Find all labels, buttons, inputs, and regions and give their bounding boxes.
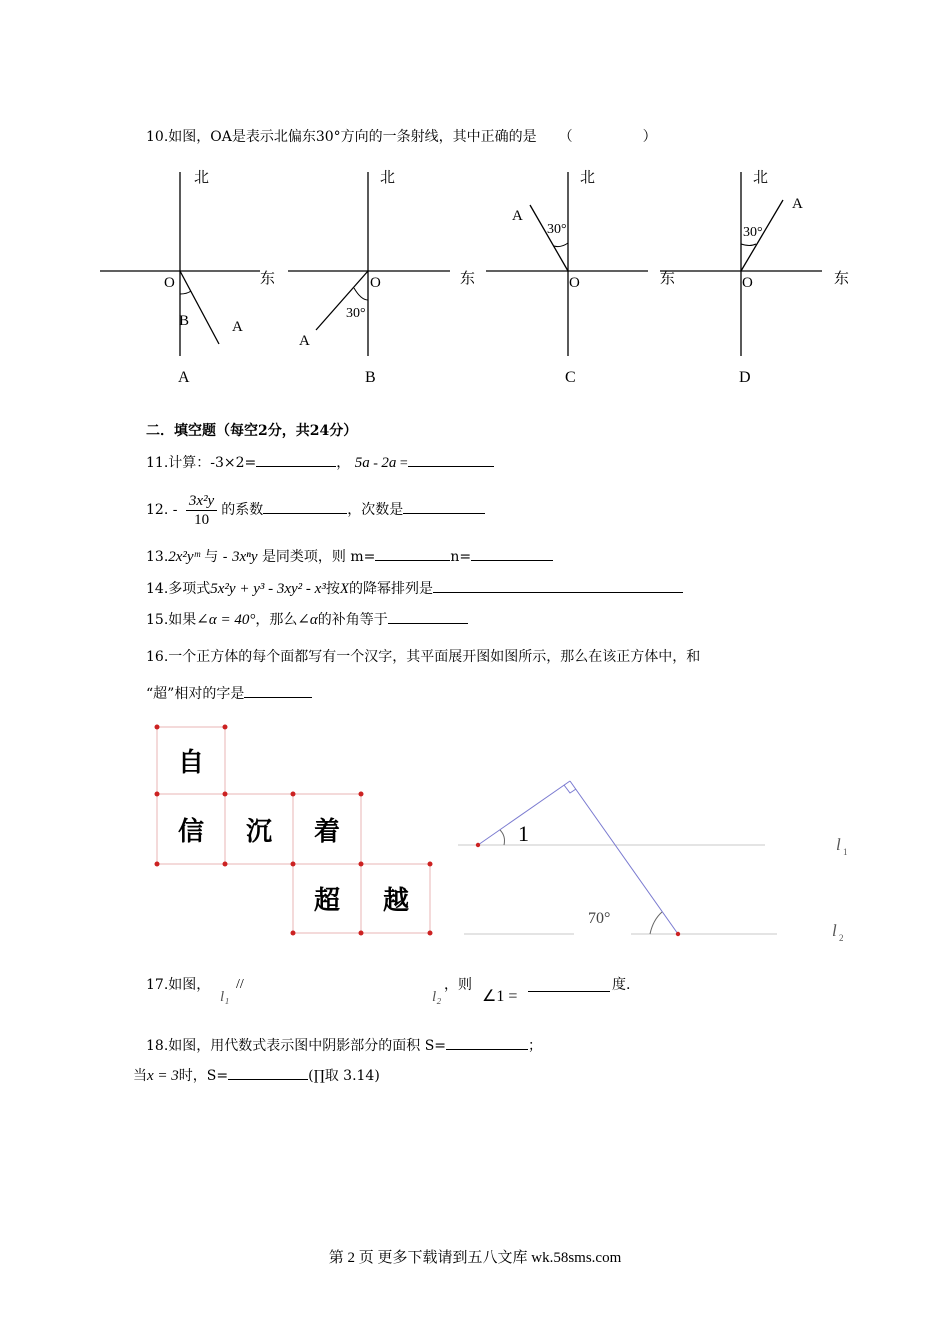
q13-blank-n[interactable] xyxy=(471,546,553,561)
q17-unit: 度. xyxy=(612,977,631,993)
q10-figure-b xyxy=(288,169,475,386)
q17-l1: l₁ xyxy=(220,989,230,1005)
net-char-zi: 自 xyxy=(177,748,205,777)
east-label: 东 xyxy=(460,271,476,287)
q11-blank-2[interactable] xyxy=(408,452,494,467)
section-heading: 二．填空题（每空2分，共24分） xyxy=(146,423,358,439)
l1-sub: 1 xyxy=(843,847,848,857)
q12-fraction: $\frac{\text{3x²y}}{10}$ xyxy=(186,492,217,529)
q17-then: ，则 xyxy=(444,977,472,993)
q15: 15.如果∠α = 40°，那么∠α的补角等于 xyxy=(146,609,468,630)
origin-label: O xyxy=(164,275,175,291)
east-label: 东 xyxy=(660,271,676,287)
page-footer: 第 2 页 更多下载请到五八文库 wk.58sms.com xyxy=(328,1250,622,1266)
north-label: 北 xyxy=(753,170,769,186)
ray-a-label: A xyxy=(792,196,803,212)
net-char-chao: 超 xyxy=(313,886,341,915)
net-char-zhuo: 着 xyxy=(313,817,341,846)
q14: 14.多项式5x²y + y³ - 3xy² - x³按X的降幂排列是 xyxy=(146,578,683,599)
l1-label: l xyxy=(836,835,841,854)
angle-b-label: B xyxy=(179,313,190,329)
angle-label: 30° xyxy=(547,222,567,237)
net-char-xin: 信 xyxy=(177,817,205,846)
q18-line1: 18.如图，用代数式表示图中阴影部分的面积 S= ； xyxy=(146,1035,542,1056)
q13: 13.2x²yᵐ 与 - 3xⁿy 是同类项，则 m= n= xyxy=(146,546,553,567)
option-c-label: C xyxy=(565,369,576,386)
q18-line2: 当x = 3时，S= (∏取 3.14) xyxy=(133,1065,380,1086)
cube-net xyxy=(150,720,450,940)
q10-figure-c xyxy=(486,169,675,386)
north-label: 北 xyxy=(194,170,210,186)
origin-label: O xyxy=(370,275,381,291)
q17-blank[interactable] xyxy=(528,977,610,992)
l2-sub: 2 xyxy=(839,933,844,943)
q17-parallel: // xyxy=(236,977,244,992)
q14-blank[interactable] xyxy=(433,578,683,593)
ray-a-label: A xyxy=(299,333,310,349)
q16-line2: “超”相对的字是 xyxy=(146,683,312,704)
north-label: 北 xyxy=(580,170,596,186)
q12: 12. - $\frac{\text{3x²y}}{10}$ 的系数 ，次数是 xyxy=(146,491,485,529)
q13-blank-m[interactable] xyxy=(375,546,450,561)
east-label: 东 xyxy=(260,271,276,287)
north-label: 北 xyxy=(380,170,396,186)
q16-line1: 16.一个正方体的每个面都写有一个汉字，其平面展开图如图所示，那么在该正方体中，和 xyxy=(146,649,701,665)
q11: 11.计算：-3×2= ， 5a - 2a = xyxy=(146,452,494,474)
q18-blank-2[interactable] xyxy=(228,1065,308,1080)
option-a-label: A xyxy=(178,369,190,386)
q11-blank-1[interactable] xyxy=(256,452,336,467)
angle-label: 30° xyxy=(346,306,366,321)
option-b-label: B xyxy=(365,369,376,386)
option-d-label: D xyxy=(739,369,751,386)
origin-label: O xyxy=(742,275,753,291)
parallel-lines-figure xyxy=(440,770,880,970)
q18-blank-1[interactable] xyxy=(446,1035,528,1050)
q10-figure-d xyxy=(660,169,849,386)
q17-angle: ∠1 = xyxy=(482,988,518,1005)
q15-blank[interactable] xyxy=(388,609,468,624)
net-char-yue: 越 xyxy=(382,886,410,915)
east-label: 东 xyxy=(834,271,850,287)
q10-text: 10.如图，OA是表示北偏东30°方向的一条射线，其中正确的是 （ ） xyxy=(146,129,657,145)
q17: 17.如图， l₁ // l₂ ，则 ∠1 = 度. xyxy=(146,977,631,1005)
origin-label: O xyxy=(569,275,580,291)
q10-figures xyxy=(0,160,950,400)
q12-blank-1[interactable] xyxy=(263,499,347,514)
net-char-chen: 沉 xyxy=(245,817,273,846)
l2-label: l xyxy=(832,921,837,940)
q12-blank-2[interactable] xyxy=(403,499,485,514)
ray-a-label: A xyxy=(512,208,523,224)
angle-1-label: 1 xyxy=(518,821,529,846)
angle-70-label: 70° xyxy=(588,910,611,927)
q16-blank[interactable] xyxy=(244,683,312,698)
ray-a-label: A xyxy=(232,319,243,335)
q17-l2: l₂ xyxy=(432,989,442,1005)
angle-label: 30° xyxy=(743,225,763,240)
q10-figure-a xyxy=(100,169,275,386)
